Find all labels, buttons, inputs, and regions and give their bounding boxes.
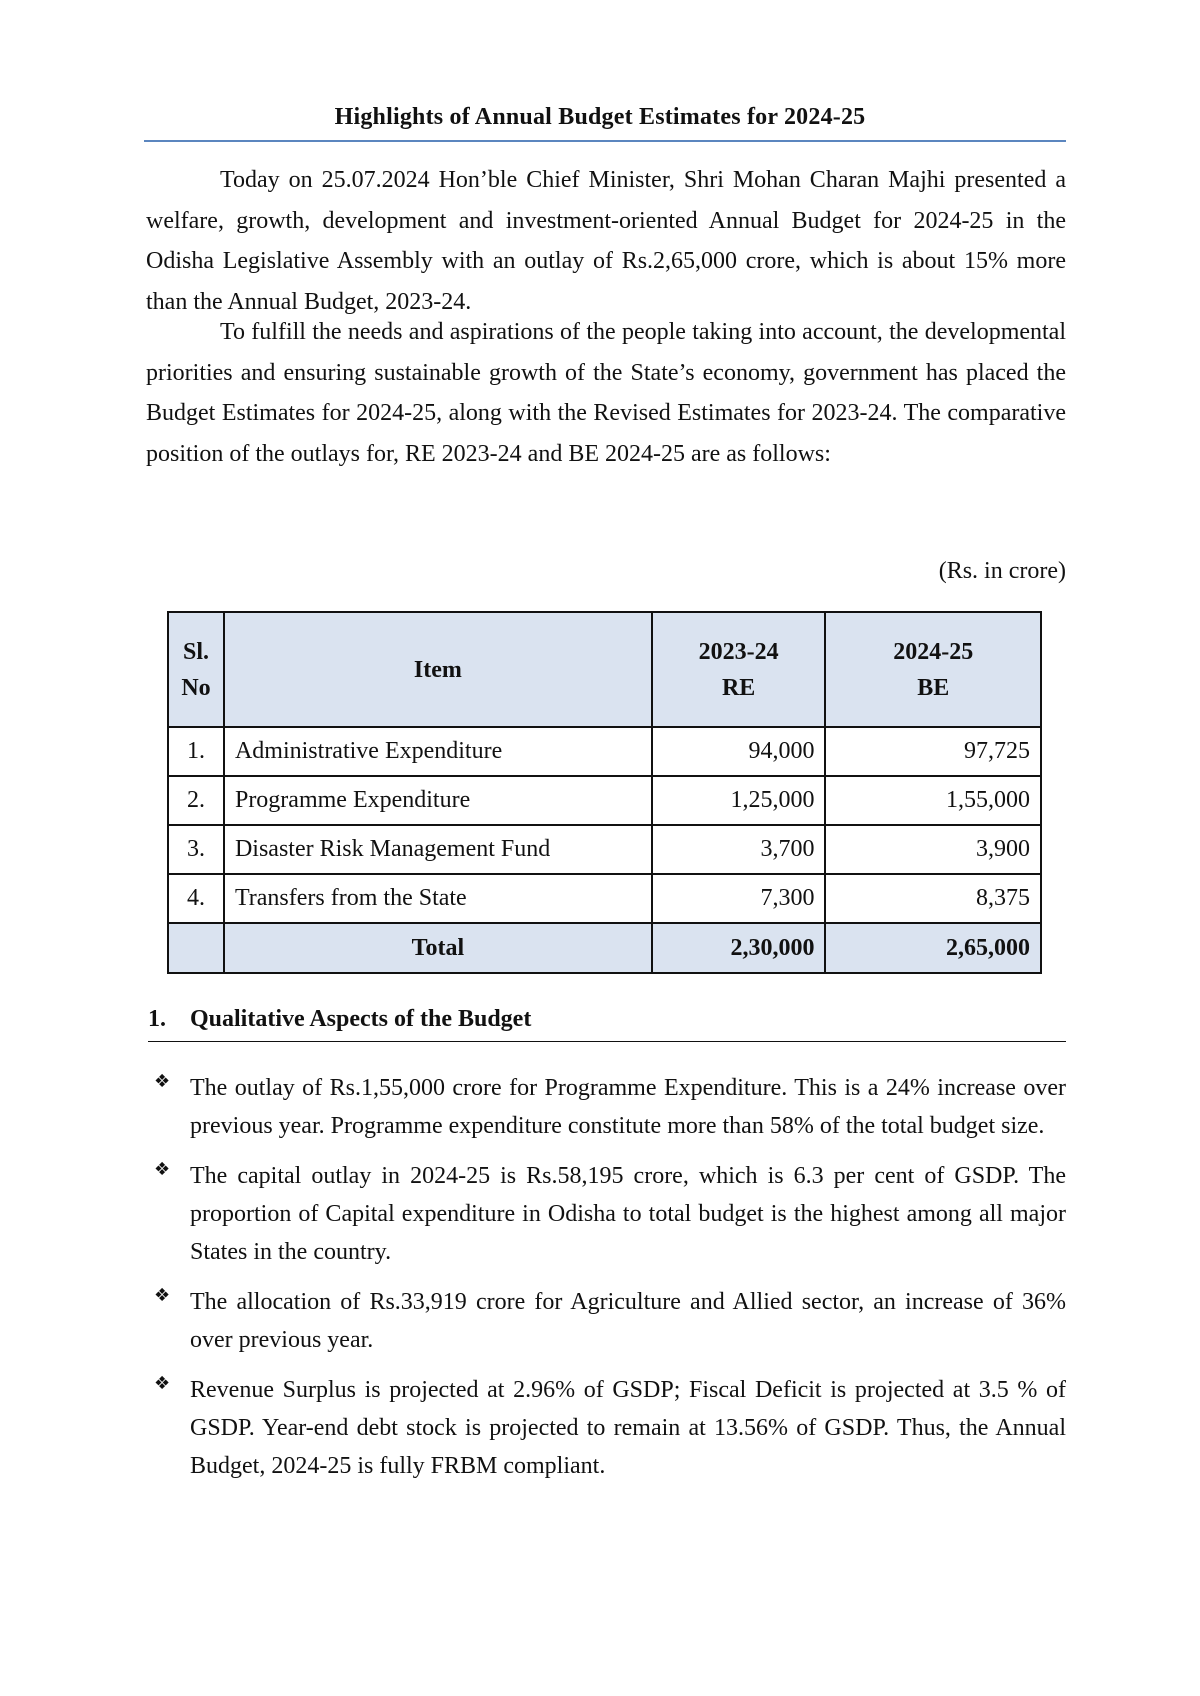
bullet-text: The capital outlay in 2024-25 is Rs.58,195 crore, which is 6.3 per cent of GSDP. The proportion of Capital expenditure in Odisha to total budget is the highest among all major States in the country.	[190, 1163, 1066, 1265]
title-underline	[144, 140, 1066, 142]
table-total-row	[168, 923, 1041, 973]
bullet-text: The outlay of Rs.1,55,000 crore for Programme Expenditure. This is a 24% increase over previous year. Programme expenditure constitute more than 58% of the total budget size.	[190, 1075, 1066, 1139]
list-item	[146, 1283, 1066, 1359]
bullet-list	[146, 1069, 1066, 1497]
row-be-value: 3,900	[825, 825, 1041, 874]
table-row	[168, 874, 1041, 923]
diamond-bullet-icon: ❖	[154, 1159, 171, 1180]
table-row	[168, 776, 1041, 825]
row-re-value: 1,25,000	[652, 776, 826, 825]
page-title: Highlights of Annual Budget Estimates for 2024-25	[334, 104, 866, 130]
row-sl: 2.	[168, 776, 224, 825]
section-underline	[148, 1041, 1066, 1042]
unit-note: (Rs. in crore)	[938, 558, 1066, 584]
intro-paragraph-text: Today on 25.07.2024 Hon’ble Chief Minister, Shri Mohan Charan Majhi presented a welfare, growth, development and investment-oriented Annual Budget for 2024-25 in the Odisha Legislative Assembly with an outlay of Rs.2,65,000 crore, which is about 15% more than the Annual Budget, 2023-24.	[146, 167, 1066, 315]
header-item: Item	[224, 612, 652, 727]
table-row	[168, 825, 1041, 874]
total-re-value: 2,30,000	[652, 923, 826, 973]
table-row	[168, 727, 1041, 776]
total-sl-empty	[168, 923, 224, 973]
comparison-paragraph	[146, 312, 1066, 474]
budget-table	[167, 611, 1042, 974]
section-title: Qualitative Aspects of the Budget	[190, 1006, 532, 1032]
table-header-row	[168, 612, 1041, 727]
comparison-paragraph-text: To fulfill the needs and aspirations of the people taking into account, the developmental priorities and ensuring sustainable growth of the State’s economy, government has placed the Budget Estimates for 2024-25, along with the Revised Estimates for 2023-24. The comparative position of the outlays for, RE 2023-24 and BE 2024-25 are as follows:	[146, 319, 1066, 467]
header-sl-no: Sl. No	[168, 612, 224, 727]
section-heading	[148, 1006, 531, 1033]
row-re-value: 7,300	[652, 874, 826, 923]
section-number: 1.	[148, 1006, 166, 1032]
list-item	[146, 1157, 1066, 1271]
diamond-bullet-icon: ❖	[154, 1373, 171, 1394]
row-re-value: 3,700	[652, 825, 826, 874]
list-item	[146, 1069, 1066, 1145]
header-be-2024-25: 2024-25 BE	[825, 612, 1041, 727]
total-be-value: 2,65,000	[825, 923, 1041, 973]
row-item: Administrative Expenditure	[224, 727, 652, 776]
row-sl: 1.	[168, 727, 224, 776]
header-re-2023-24: 2023-24 RE	[652, 612, 826, 727]
intro-paragraph	[146, 160, 1066, 322]
row-re-value: 94,000	[652, 727, 826, 776]
bullet-text: The allocation of Rs.33,919 crore for Agriculture and Allied sector, an increase of 36% over previous year.	[190, 1289, 1066, 1353]
row-item: Disaster Risk Management Fund	[224, 825, 652, 874]
diamond-bullet-icon: ❖	[154, 1285, 171, 1306]
diamond-bullet-icon: ❖	[154, 1071, 171, 1092]
row-sl: 4.	[168, 874, 224, 923]
bullet-text: Revenue Surplus is projected at 2.96% of GSDP; Fiscal Deficit is projected at 3.5 % of GSDP. Year-end debt stock is projected to remain at 13.56% of GSDP. Thus, the Annual Budget, 2024-25 is fully FRBM compliant.	[190, 1377, 1066, 1479]
row-item: Transfers from the State	[224, 874, 652, 923]
total-label: Total	[224, 923, 652, 973]
row-item: Programme Expenditure	[224, 776, 652, 825]
row-sl: 3.	[168, 825, 224, 874]
row-be-value: 8,375	[825, 874, 1041, 923]
list-item	[146, 1371, 1066, 1485]
row-be-value: 97,725	[825, 727, 1041, 776]
row-be-value: 1,55,000	[825, 776, 1041, 825]
